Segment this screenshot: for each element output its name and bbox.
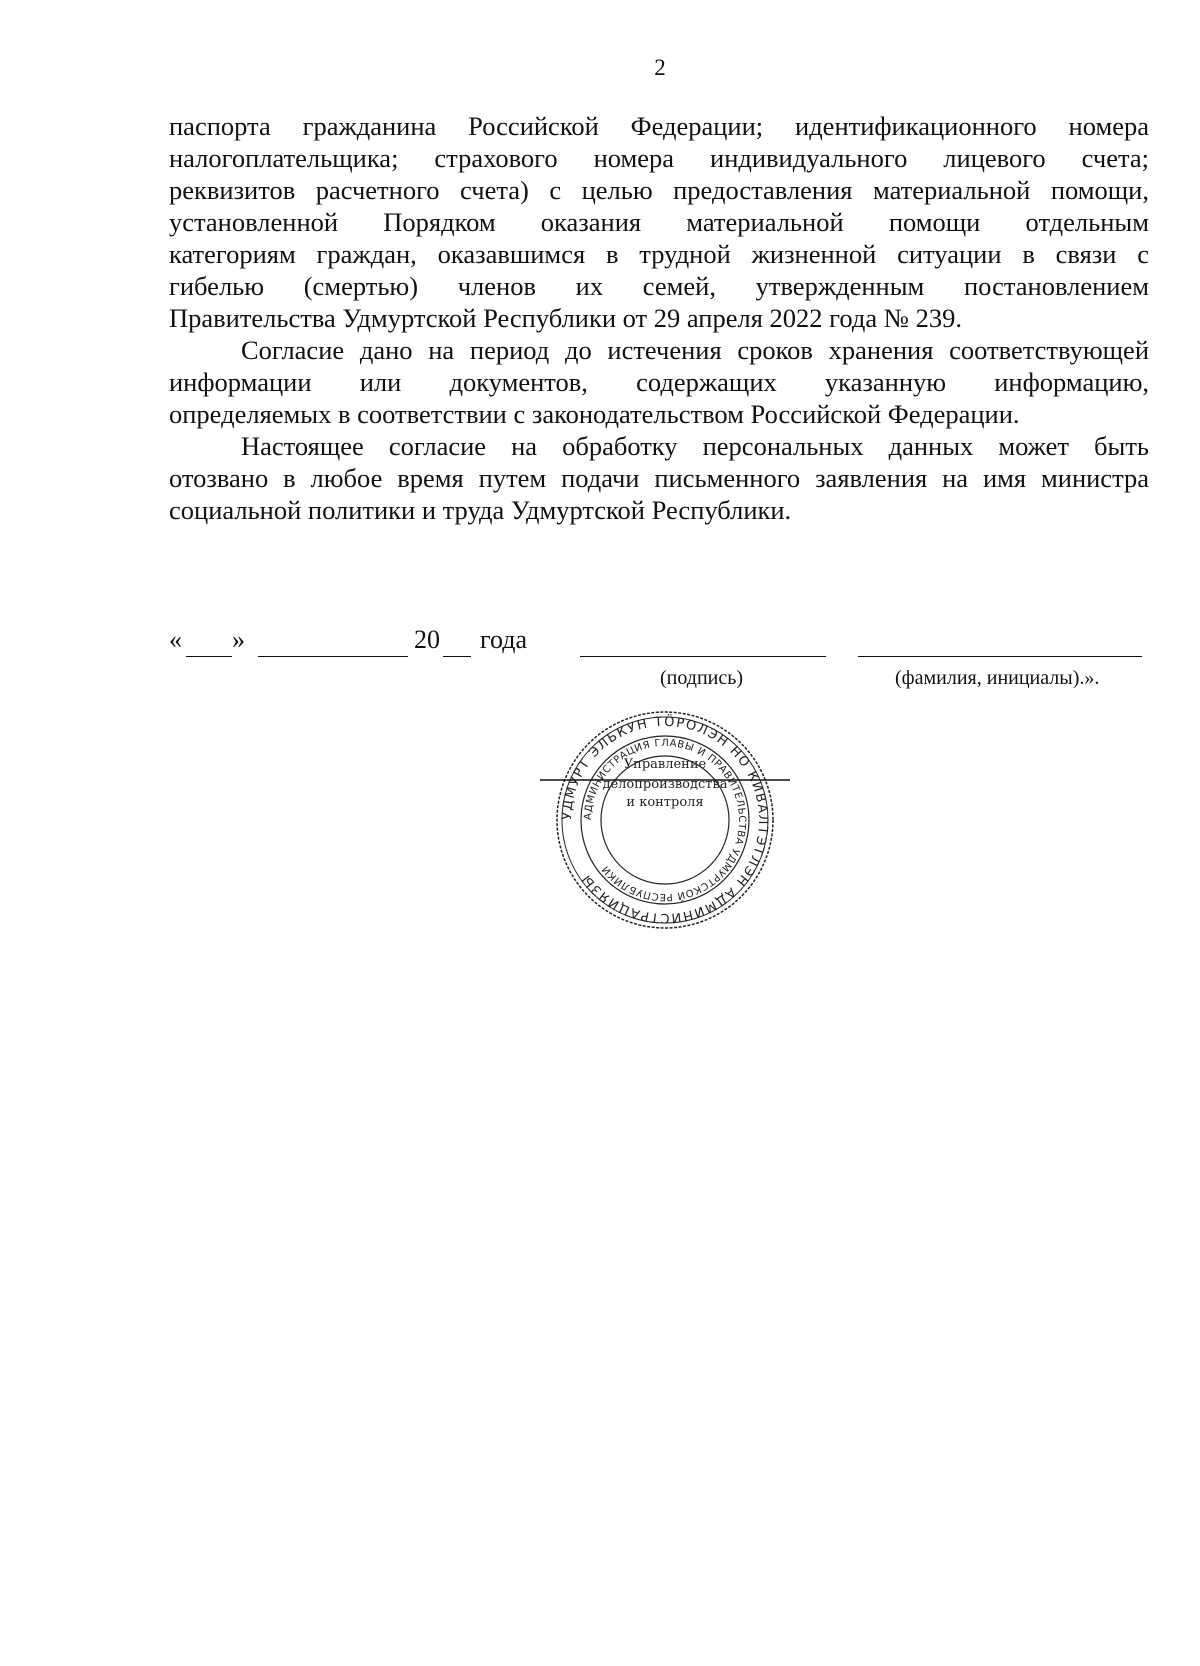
signature-blank-line <box>580 656 826 657</box>
seal-center-line: делопроизводства <box>602 777 728 792</box>
text-line: Настоящее согласие на обработку персональных данных может быть <box>241 431 1149 461</box>
year-blank-line <box>443 656 471 657</box>
text-line: социальной политики и труда Удмуртской Республики. <box>169 495 792 525</box>
page-number: 2 <box>654 55 666 80</box>
document-body <box>169 110 1149 526</box>
text-line: налогоплательщика; страхового номера индивидуального лицевого счета; <box>169 143 1149 173</box>
text-line: информации или документов, содержащих указанную информацию, <box>169 367 1149 397</box>
date-open-quote: « <box>169 625 182 654</box>
text-line: Согласие дано на период до истечения сроков хранения соответствующей <box>241 335 1149 365</box>
name-caption: (фамилия, инициалы).». <box>895 667 1100 689</box>
seal-inner-text: АДМИНИСТРАЦИЯ ГЛАВЫ И ПРАВИТЕЛЬСТВА УДМУРТСКОЙ РЕСПУБЛИКИ <box>582 737 748 903</box>
text-line: реквизитов расчетного счета) с целью предоставления материальной помощи, <box>169 175 1149 205</box>
text-line: отозвано в любое время путем подачи письменного заявления на имя министра <box>169 463 1149 493</box>
seal-center-line: и контроля <box>626 795 704 810</box>
signature-caption: (подпись) <box>660 667 744 689</box>
day-blank-line <box>186 656 232 657</box>
seal-graphic <box>540 710 790 930</box>
text-line: установленной Порядком оказания материальной помощи отдельным <box>169 207 1149 237</box>
name-blank-line <box>858 656 1142 657</box>
seal-outer-text: УДМУРТ ЭЛЬКУН ТӦРОЛЭН НО КИВАЛТЭТЛЭН АДМИНИСТРАЦИЯЗЫ <box>559 714 771 926</box>
paragraph-revocation <box>169 430 1149 526</box>
paragraph-consent-period <box>169 334 1149 430</box>
year-prefix: 20 <box>414 625 440 654</box>
text-line: паспорта гражданина Российской Федерации; идентификационного номера <box>169 111 1149 141</box>
paragraph-purpose <box>169 110 1149 334</box>
text-line: определяемых в соответствии с законодательством Российской Федерации. <box>169 399 1020 429</box>
month-blank-line <box>258 656 408 657</box>
text-line: Правительства Удмуртской Республики от 29 апреля 2022 года № 239. <box>169 303 963 333</box>
seal-center-line: Управление <box>623 757 707 772</box>
official-seal <box>540 710 790 930</box>
date-close-quote: » <box>232 625 245 654</box>
text-line: гибелью (смертью) членов их семей, утвержденным постановлением <box>169 271 1149 301</box>
seal-inner-ring <box>601 756 729 884</box>
year-suffix: года <box>480 625 528 654</box>
text-line: категориям граждан, оказавшимся в трудной жизненной ситуации в связи с <box>169 239 1149 269</box>
